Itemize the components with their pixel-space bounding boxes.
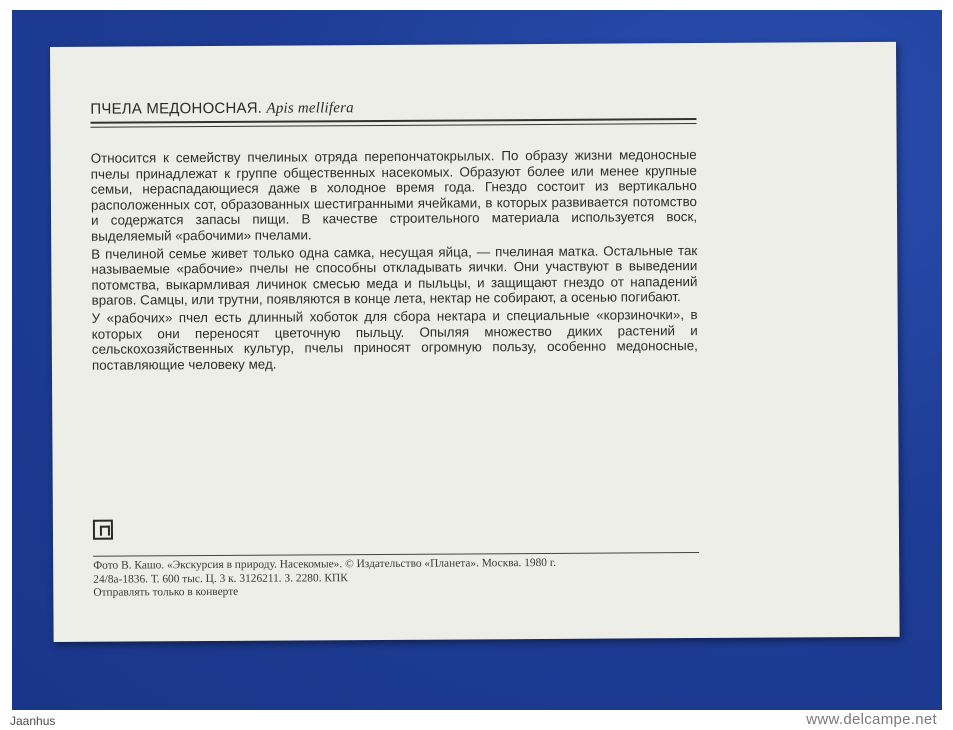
title-russian: ПЧЕЛА МЕДОНОСНАЯ. [90,99,263,118]
card-body [91,147,698,375]
watermark-site: www.delcampe.net [806,711,937,728]
paragraph: У «рабочих» пчел есть длинный хоботок для сбора нектара и специальные «корзиночки», в которых они переносят цветочную пыльцу. Опыляя множество диких растений и сельскохозяйственных культур, пчелы приносят огромную пользу, особенно медоносные, поставляющие человеку мед. [91,306,698,373]
card-title [90,97,698,119]
postcard [50,42,900,642]
footer-line: Фото В. Кашо. «Экскурсия в природу. Насекомые». © Издательство «Планета». Москва. 1980 г. [93,556,557,572]
title-latin: Apis mellifera [266,100,354,117]
paragraph: Относится к семейству пчелиных отряда перепончатокрылых. По образу жизни медоносные пчелы принадлежат к группе общественных насекомых. Образуют более или менее крупные семьи, нераспадающиеся даже в холодное время года. Гнездо состоит из вертикально расположенных сот, образованных шестигранными ячейками, в которых развивается потомство и содержатся запасы пищи. В качестве строительного материала используется воск, выделяемый «рабочими» пчелами. [90,147,698,244]
footer-line: Отправлять только в конверте [93,586,239,599]
card-footer [93,556,713,601]
publisher-logo-icon [93,520,113,540]
footer-line: 24/8а-1836. Т. 600 тыс. Ц. 3 к. 3126211. З. 2280. КПК [93,571,348,586]
watermark-seller: Jaanhus [10,714,56,728]
paragraph: В пчелиной семье живет только одна самка, несущая яйца, — пчелиная матка. Остальные так называемые «рабочие» пчелы не способны откладывать яички. Они участвуют в выведении потомства, выкармливая личинок смесью меда и пыльцы, и защищают гнездо от нападений врагов. Самцы, или трутни, появляются в конце лета, нектар не собирают, а осенью погибают. [91,242,698,309]
title-rule-thin [90,123,696,128]
